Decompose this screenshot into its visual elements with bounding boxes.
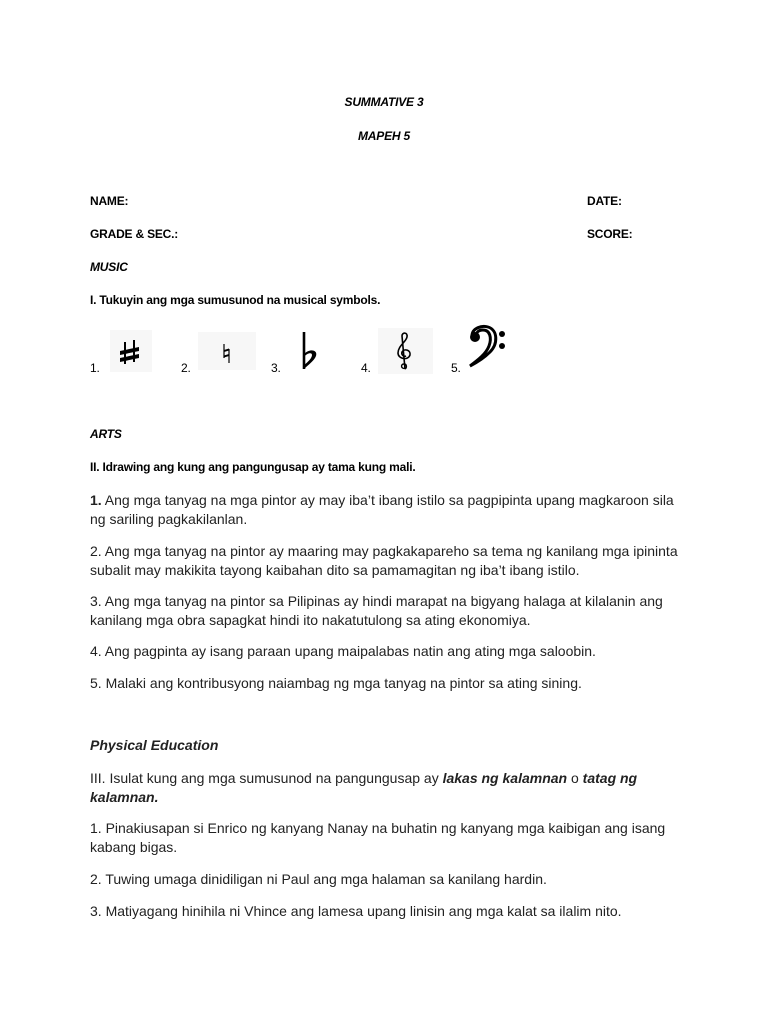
date-label: DATE: [587,194,622,208]
arts-item: 1. Ang mga tanyag na mga pintor ay may iba’t ibang istilo sa pagpipinta upang magkaroon sila ng sariling pagkakilanlan. [90,492,674,527]
treble-clef-icon [378,328,433,374]
pe-item: 1. Pinakiusapan si Enrico ng kanyang Nanay na buhatin ng kanyang mga kaibigan ang isang kabang bigas. [90,820,666,855]
music-item-number: 4. [361,361,371,375]
arts-item: 2. Ang mga tanyag na pintor ay maaring may pagkakapareho sa tema ng kanilang mga ipininta subalit may makikita tayong kaibahan dito sa pamamagitan ng iba’t ibang istilo. [90,543,678,578]
arts-item: 4. Ang pagpinta ay isang paraan upang maipalabas natin ang ating mga saloobin. [90,643,596,659]
music-instruction: I. Tukuyin ang mga sumusunod na musical symbols. [90,293,381,307]
name-label: NAME: [90,194,129,208]
pe-instruction: III. Isulat kung ang mga sumusunod na pangungusap ay lakas ng kalamnan o tatag ng kalamnan. [90,770,638,805]
document-subtitle: MAPEH 5 [358,129,410,143]
arts-item: 5. Malaki ang kontribusyong naiambag ng mga tanyag na pintor sa ating sining. [90,675,582,691]
bass-clef-icon [464,322,514,372]
music-item-number: 2. [181,361,191,375]
music-heading: MUSIC [90,260,128,274]
arts-instruction: II. Idrawing ang kung ang pangungusap ay tama kung mali. [90,460,416,474]
music-item-number: 5. [451,361,461,375]
flat-icon [292,328,328,374]
music-item-number: 1. [90,361,100,375]
arts-item: 3. Ang mga tanyag na pintor sa Pilipinas ay hindi marapat na bigyang halaga at kilalanin ang kanilang mga obra sapagkat hindi ito nakatutulong sa ating ekonomiya. [90,593,663,628]
arts-heading: ARTS [90,427,122,441]
pe-heading: Physical Education [90,737,219,753]
sharp-icon [110,330,152,372]
natural-icon [198,332,256,370]
pe-item: 2. Tuwing umaga dinidiligan ni Paul ang mga halaman sa kanilang hardin. [90,871,547,887]
document-title: SUMMATIVE 3 [344,95,424,109]
grade-section-label: GRADE & SEC.: [90,227,179,241]
music-item-number: 3. [271,361,281,375]
score-label: SCORE: [587,227,633,241]
pe-item: 3. Matiyagang hinihila ni Vhince ang lamesa upang linisin ang mga kalat sa ilalim nito. [90,903,622,919]
